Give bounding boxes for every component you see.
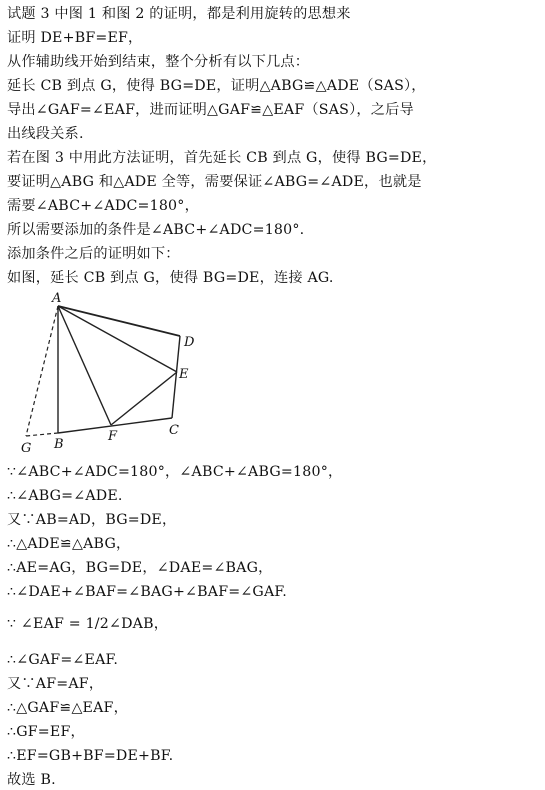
proof-line: 又∵AB=AD，BG=DE， [7, 512, 177, 528]
label-g: G [21, 441, 32, 456]
proof-line: ∴∠ABG=∠ADE. [7, 488, 123, 504]
text-line: 若在图 3 中用此方法证明，首先延长 CB 到点 G，使得 BG=DE， [7, 150, 437, 166]
text-line: 要证明△ABG 和△ADE 全等，需要保证∠ABG=∠ADE，也就是 [7, 174, 422, 190]
proof-line: ∴EF=GB+BF=DE+BF. [7, 748, 174, 764]
proof-line: ∴△GAF≌△EAF， [7, 700, 128, 716]
segment-ag-dashed [26, 306, 58, 436]
text-line: 如图，延长 CB 到点 G，使得 BG=DE，连接 AG. [7, 270, 334, 286]
text-line: 证明 DE+BF=EF， [7, 30, 143, 46]
label-e: E [179, 367, 189, 382]
segment-af [58, 306, 111, 425]
proof-line: ∴∠GAF=∠EAF. [7, 652, 119, 668]
proof-line: ∴∠DAE+∠BAF=∠BAG+∠BAF=∠GAF. [7, 584, 287, 600]
text-line: 出线段关系. [7, 126, 84, 142]
geometry-figure [12, 288, 212, 458]
label-c: C [169, 423, 179, 438]
label-a: A [52, 291, 62, 306]
proof-line: 又∵AF=AF， [7, 676, 104, 692]
proof-line: ∵∠ABC+∠ADC=180°，∠ABC+∠ABG=180°， [7, 464, 343, 480]
label-b: B [54, 437, 64, 452]
label-f: F [108, 429, 118, 444]
text-line: 添加条件之后的证明如下： [7, 246, 180, 262]
text-line: 需要∠ABC+∠ADC=180°， [7, 198, 199, 214]
text-line: 从作辅助线开始到结束，整个分析有以下几点： [7, 54, 310, 70]
proof-line-fraction: ∵ ∠EAF = 1/2∠DAB， [7, 616, 169, 632]
text-line: 试题 3 中图 1 和图 2 的证明，都是利用旋转的思想来 [7, 6, 351, 22]
label-d: D [184, 335, 195, 350]
text-line: 延长 CB 到点 G，使得 BG=DE，证明△ABG≌△ADE（SAS）， [7, 78, 426, 94]
segment-ad [58, 306, 180, 336]
proof-line: ∴GF=EF， [7, 724, 85, 740]
text-line: 导出∠GAF=∠EAF，进而证明△GAF≌△EAF（SAS），之后导 [7, 102, 414, 118]
segment-bg-dashed [26, 433, 58, 436]
segment-ae [58, 306, 177, 372]
proof-line: ∴AE=AG，BG=DE，∠DAE=∠BAG， [7, 560, 273, 576]
proof-line: ∴△ADE≌△ABG， [7, 536, 131, 552]
figure-svg [12, 288, 212, 458]
text-line: 所以需要添加的条件是∠ABC+∠ADC=180°. [7, 222, 305, 238]
answer-line: 故选 B. [7, 772, 56, 788]
segment-fe [111, 372, 177, 425]
